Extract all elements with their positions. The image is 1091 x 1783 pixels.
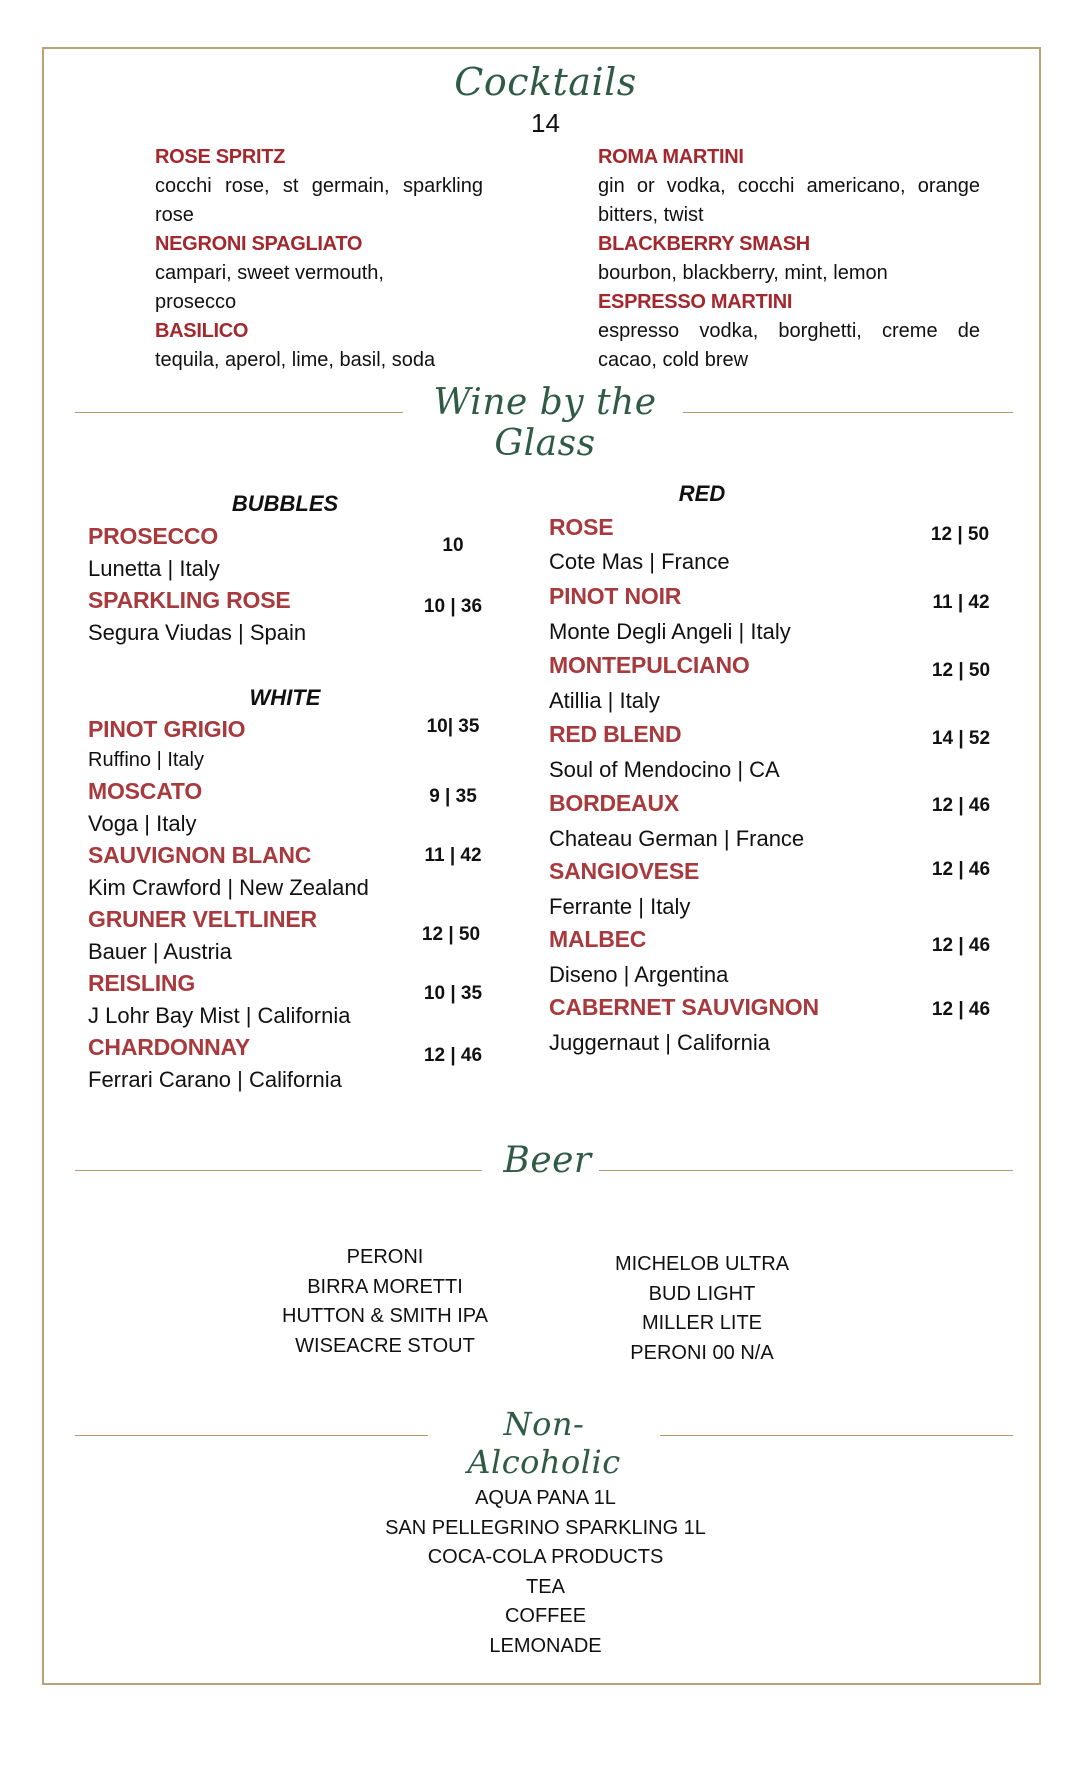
non-alcoholic-item: LEMONADE (489, 1634, 602, 1657)
wine-price: 10 | 36 (423, 596, 483, 617)
wine-name: MOSCATO (88, 778, 203, 804)
wine-producer: Ferrari Carano | California (88, 1067, 342, 1092)
wine-price: 12 | 46 (423, 1045, 483, 1066)
wine-price: 14 | 52 (931, 728, 991, 749)
wine-price: 12 | 46 (931, 935, 991, 956)
wine-price: 12 | 46 (931, 999, 991, 1020)
beer-item: BUD LIGHT (648, 1282, 756, 1305)
divider-line (660, 1435, 1013, 1436)
category-red: RED (678, 481, 726, 506)
cocktail-name: NEGRONI SPAGLIATO (155, 233, 363, 255)
wine-producer: Lunetta | Italy (88, 556, 220, 581)
beer-list-right (562, 1250, 842, 1368)
wine-price: 12 | 46 (931, 859, 991, 880)
wine-price: 12 | 46 (931, 795, 991, 816)
cocktails-price: 14 (531, 108, 560, 138)
wine-name: PROSECCO (88, 523, 219, 549)
wine-name: RED BLEND (549, 721, 682, 747)
divider-line (75, 1170, 482, 1171)
non-alcoholic-item: AQUA PANA 1L (475, 1487, 616, 1509)
wine-producer: Cote Mas | France (549, 549, 730, 574)
divider-line (75, 412, 403, 413)
beer-item: MICHELOB ULTRA (614, 1253, 790, 1275)
wine-producer: Segura Viudas | Spain (88, 620, 307, 645)
wine-price: 10 | 35 (423, 983, 483, 1004)
wine-name: CABERNET SAUVIGNON (549, 994, 819, 1020)
wine-price: 10 (442, 535, 464, 556)
wine-price: 11 | 42 (932, 592, 990, 613)
category-bubbles: BUBBLES (231, 491, 339, 516)
wine-price: 9 | 35 (429, 786, 477, 807)
wine-name: SPARKLING ROSE (88, 587, 291, 613)
cocktail-name: BASILICO (155, 320, 249, 342)
wine-producer: Kim Crawford | New Zealand (88, 875, 369, 900)
wine-name: GRUNER VELTLINER (88, 906, 317, 932)
wine-name: PINOT NOIR (549, 583, 682, 609)
wine-price: 10| 35 (426, 716, 480, 737)
wine-producer: Ruffino | Italy (88, 749, 204, 771)
beer-item: MILLER LITE (641, 1312, 763, 1334)
cocktail-name: ROMA MARTINI (598, 146, 744, 168)
wine-name: BORDEAUX (549, 790, 680, 816)
category-white: WHITE (249, 685, 321, 710)
beer-item: WISEACRE STOUT (295, 1334, 475, 1357)
wine-producer: Ferrante | Italy (549, 894, 691, 919)
beer-item: HUTTON & SMITH IPA (282, 1305, 488, 1327)
wine-price: 12 | 50 (931, 660, 991, 681)
beer-item: PERONI (346, 1246, 424, 1268)
wine-producer: Juggernaut | California (549, 1030, 770, 1055)
non-alcoholic-item: TEA (526, 1575, 565, 1598)
wine-name: CHARDONNAY (88, 1034, 250, 1060)
wine-heading: Wine by the Glass (433, 382, 657, 464)
wine-producer: Monte Degli Angeli | Italy (549, 619, 791, 644)
wine-producer: J Lohr Bay Mist | California (88, 1003, 351, 1028)
cocktails-heading: Cocktails (454, 60, 637, 104)
wine-producer: Diseno | Argentina (549, 962, 729, 987)
wine-price: 11 | 42 (424, 845, 482, 866)
cocktail-name: ESPRESSO MARTINI (598, 291, 793, 313)
non-alcoholic-list (0, 1484, 1091, 1661)
wine-producer: Soul of Mendocino | CA (549, 757, 780, 782)
non-alcoholic-item: COCA-COLA PRODUCTS (427, 1546, 664, 1568)
non-alcoholic-item: SAN PELLEGRINO SPARKLING 1L (385, 1516, 706, 1539)
cocktail-name: ROSE SPRITZ (155, 146, 286, 168)
wine-name: SAUVIGNON BLANC (88, 842, 312, 868)
wine-producer: Bauer | Austria (88, 939, 232, 964)
cocktail-description: gin or vodka, cocchi americano, orange bitters, twist (598, 175, 980, 226)
beer-item: PERONI 00 N/A (630, 1341, 774, 1364)
wine-name: PINOT GRIGIO (88, 716, 246, 742)
cocktail-description: cocchi rose, st germain, sparkling rose (155, 175, 483, 226)
beer-heading: Beer (503, 1140, 592, 1181)
cocktail-description: bourbon, blackberry, mint, lemon (598, 262, 888, 284)
wine-price: 12 | 50 (930, 524, 990, 545)
cocktail-description: espresso vodka, borghetti, creme de cacao, cold brew (598, 320, 980, 371)
wine-name: MALBEC (549, 926, 647, 952)
divider-line (599, 1170, 1013, 1171)
beer-item: BIRRA MORETTI (307, 1275, 463, 1298)
wine-name: SANGIOVESE (549, 858, 700, 884)
non-alcoholic-item: COFFEE (504, 1605, 587, 1627)
divider-line (683, 412, 1013, 413)
cocktails-left-column (155, 143, 537, 375)
wine-producer: Voga | Italy (88, 811, 197, 836)
wine-name: MONTEPULCIANO (549, 652, 750, 678)
cocktail-description: campari, sweet vermouth, prosecco (155, 262, 384, 313)
non-alcoholic-heading: Non-Alcoholic (467, 1405, 621, 1481)
beer-list-left (245, 1243, 525, 1361)
wine-name: ROSE (549, 514, 614, 540)
cocktail-description: tequila, aperol, lime, basil, soda (155, 349, 436, 371)
wine-name: REISLING (88, 970, 196, 996)
wine-producer: Chateau German | France (549, 826, 805, 851)
wine-price: 12 | 50 (421, 924, 481, 945)
divider-line (75, 1435, 428, 1436)
wine-producer: Atillia | Italy (549, 688, 660, 713)
cocktail-name: BLACKBERRY SMASH (598, 233, 810, 255)
cocktails-right-column (598, 143, 980, 375)
